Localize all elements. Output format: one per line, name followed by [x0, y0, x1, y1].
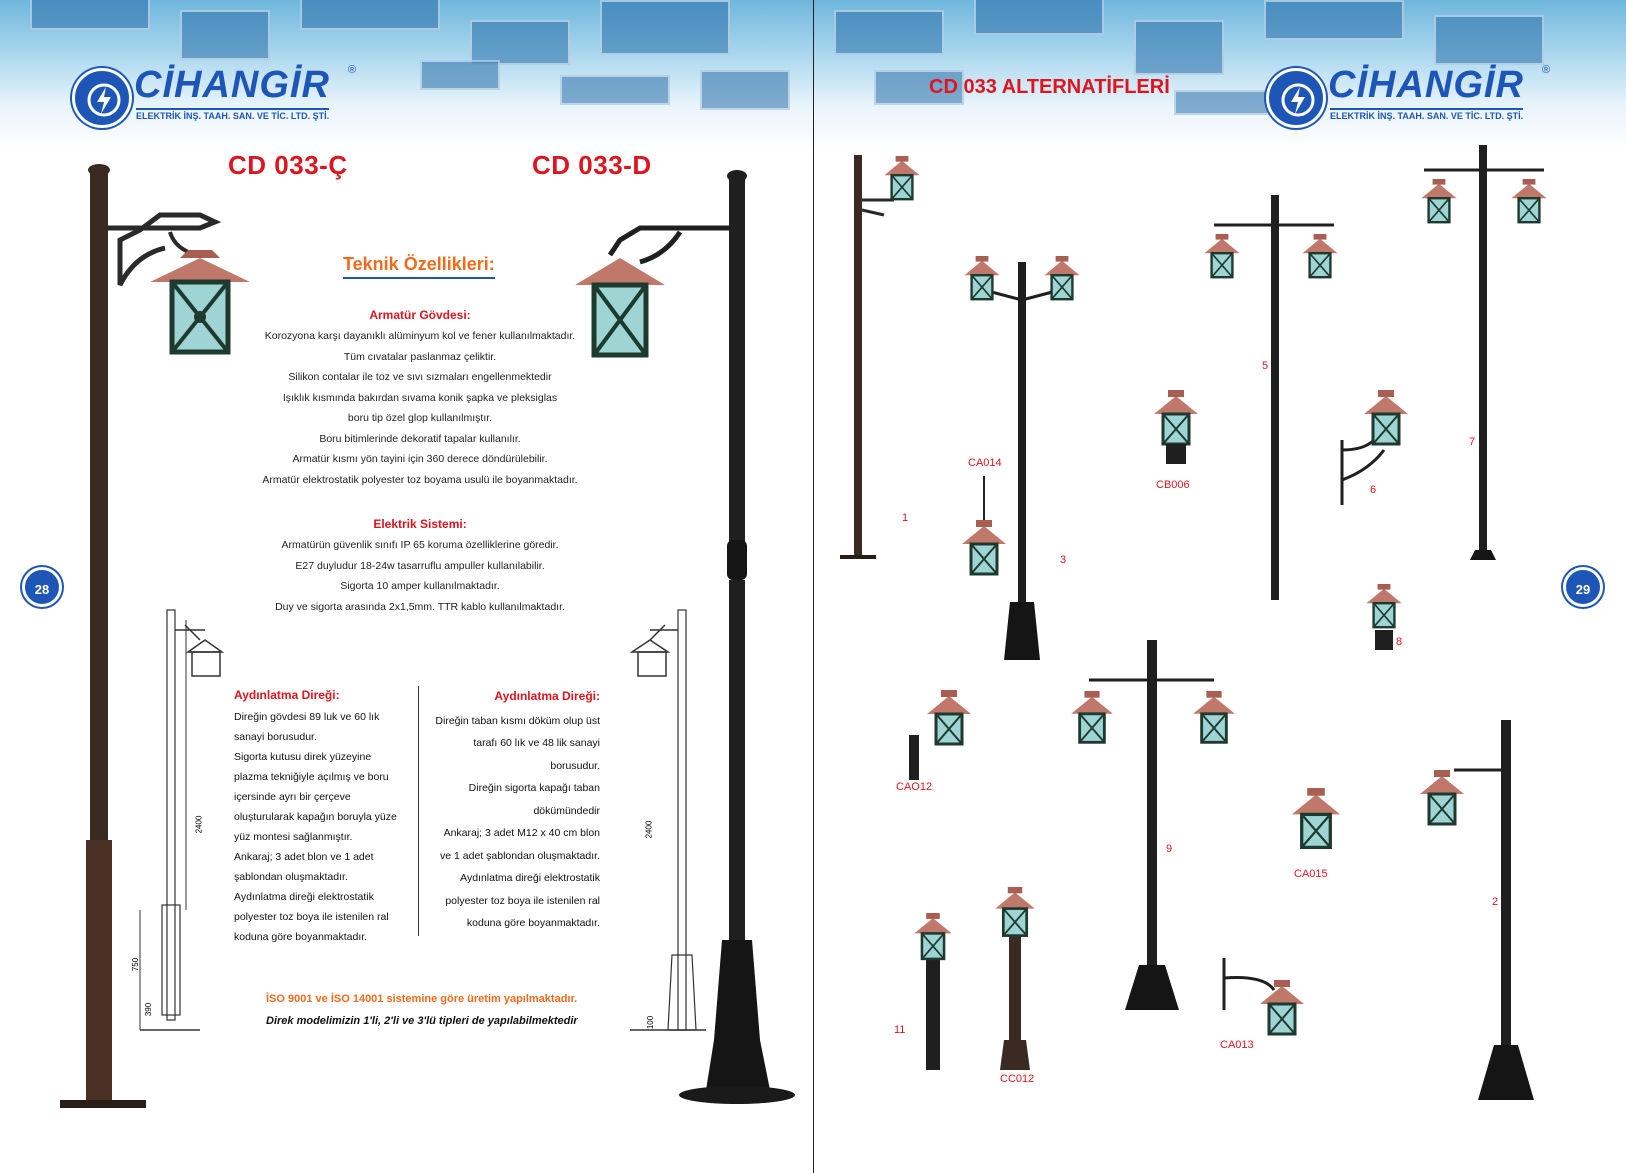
spec-line: polyester toz boya ile istenilen ral — [234, 911, 389, 923]
spec-line: Direğin gövdesi 89 luk ve 60 lık — [234, 711, 380, 723]
spec-line: Tüm cıvatalar paslanmaz çeliktir. — [343, 350, 497, 363]
spec-line: oluşturularak kapağın boruyla yüze — [234, 811, 397, 823]
spec-line: dökümündedir — [533, 804, 600, 817]
spec-line: borusudur. — [550, 759, 600, 772]
label-ca015: CA015 — [1294, 868, 1328, 880]
spec-line: sanayi borusudur. — [234, 731, 317, 743]
label-7: 7 — [1469, 436, 1476, 448]
spec-line: plazma tekniğiyle açılmış ve boru — [234, 771, 389, 783]
alternatives-title: CD 033 ALTERNATİFLERİ — [929, 76, 1170, 98]
brand-name: CİHANGİR — [134, 64, 330, 106]
section-title: Teknik Özellikleri: — [343, 254, 495, 279]
page-number-left: 28 — [22, 567, 62, 607]
dimension-low-right: 100 — [646, 1015, 656, 1030]
spec-line: Işıklık kısmında bakırdan sıvama konik şapka ve pleksiglas — [282, 391, 558, 404]
model-title-right: CD 033-D — [532, 150, 652, 180]
model-title-left: CD 033-Ç — [228, 150, 348, 180]
spec-line: Korozyona karşı dayanıklı alüminyum kol ve fener kullanılmaktadır. — [264, 330, 576, 342]
spec-line: Armatürün güvenlik sınıfı IP 65 koruma özelliklerine göredir. — [281, 539, 559, 551]
label-11: 11 — [894, 1024, 906, 1036]
models-note: Direk modelimizin 1'li, 2'li ve 3'lü tipleri de yapılabilmektedir — [266, 1015, 578, 1027]
label-9: 9 — [1166, 843, 1173, 855]
spec-line: Aydınlatma direği elektrostatik — [234, 891, 374, 903]
spec-line: Aydınlatma direği elektrostatik — [460, 872, 600, 884]
spec-line: Ankaraj; 3 adet M12 x 40 cm blon — [443, 827, 600, 839]
spec-line: içersinde ayrı bir çerçeve — [234, 791, 351, 803]
brand-name: CİHANGİR — [1328, 64, 1524, 106]
brand-subtitle: ELEKTRİK İNŞ. TAAH. SAN. VE TİC. LTD. ŞTİ. — [136, 108, 329, 121]
spec-line: Armatür elektrostatik polyester toz boyama usulü ile boyanmaktadır. — [262, 473, 578, 486]
right-page — [813, 0, 1626, 1173]
label-8: 8 — [1396, 636, 1403, 648]
label-cao12: CAO12 — [896, 781, 933, 793]
spec-line: tarafı 60 lık ve 48 lik sanayi — [473, 737, 600, 749]
spec-line: koduna göre boyanmaktadır. — [234, 931, 368, 943]
spec-line: polyester toz boya ile istenilen ral — [445, 894, 600, 907]
technical-drawing-right — [630, 610, 706, 1030]
registered-mark: ® — [1542, 64, 1551, 76]
label-1: 1 — [902, 512, 909, 524]
dimension-height-right: 2400 — [644, 820, 654, 839]
label-3: 3 — [1060, 554, 1067, 566]
spec-line: yüz montesi sağlanmıştır. — [234, 831, 353, 843]
spec-line: E27 duyludur 18-24w tasarruflu ampuller kullanılabilir. — [295, 559, 545, 572]
armatur-specs — [250, 308, 590, 490]
right-page-illustrations — [814, 0, 1626, 1173]
dimension-height-left: 2400 — [194, 815, 204, 834]
technical-drawing-left — [140, 610, 222, 1030]
spec-line: Direğin sigorta kapağı taban — [468, 782, 600, 794]
pole-cd033c — [60, 164, 250, 1108]
armatur-heading: Armatür Gövdesi: — [369, 308, 471, 322]
label-ca014: CA014 — [968, 457, 1002, 469]
label-cb006: CB006 — [1156, 479, 1190, 491]
direk-right-specs — [428, 685, 600, 935]
dimension-low-left: 390 — [144, 1002, 154, 1017]
iso-note: İSO 9001 ve İSO 14001 sistemine göre üretim yapılmaktadır. — [266, 993, 578, 1005]
spec-line: boru tip özel glop kullanılmıştır. — [347, 412, 493, 424]
label-2: 2 — [1492, 896, 1499, 908]
label-6: 6 — [1370, 484, 1377, 496]
spec-line: Sigorta 10 amper kullanılmaktadır. — [340, 580, 500, 592]
direk-right-heading: Aydınlatma Direği: — [494, 689, 600, 703]
direk-left-heading: Aydınlatma Direği: — [234, 688, 340, 702]
spec-line: Armatür kısmı yön tayini için 360 derece döndürülebilir. — [292, 453, 548, 465]
spec-line: Ankaraj; 3 adet blon ve 1 adet — [234, 851, 374, 863]
registered-mark: ® — [348, 64, 357, 76]
page-number-right: 29 — [1563, 567, 1603, 607]
dimension-mid-left: 750 — [131, 957, 141, 972]
column-divider — [418, 686, 419, 936]
spec-line: Duy ve sigorta arasında 2x1,5mm. TTR kablo kullanılmaktadır. — [275, 600, 565, 613]
label-ca013: CA013 — [1220, 1039, 1254, 1051]
spec-line: şablondan oluşmaktadır. — [234, 871, 348, 883]
spec-line: Silikon contalar ile toz ve sıvı sızmaları engellenmektedir — [288, 371, 552, 383]
spec-line: Direğin taban kısmı döküm olup üst — [435, 714, 600, 727]
spec-line: Sigorta kutusu direk yüzeyine — [234, 751, 372, 763]
spec-line: ve 1 adet şablondan oluşmaktadır. — [440, 849, 600, 862]
elektrik-specs — [250, 517, 590, 617]
spec-line: Boru bitimlerinde dekoratif tapalar kullanılır. — [319, 432, 521, 445]
pole-cd033d — [575, 170, 795, 1104]
direk-left-specs — [234, 685, 414, 947]
spec-line: koduna göre boyanmaktadır. — [466, 917, 600, 929]
label-cc012: CC012 — [1000, 1073, 1035, 1085]
label-5: 5 — [1262, 360, 1269, 372]
brand-subtitle: ELEKTRİK İNŞ. TAAH. SAN. VE TİC. LTD. ŞTİ. — [1330, 108, 1523, 121]
elektrik-heading: Elektrik Sistemi: — [373, 517, 467, 531]
